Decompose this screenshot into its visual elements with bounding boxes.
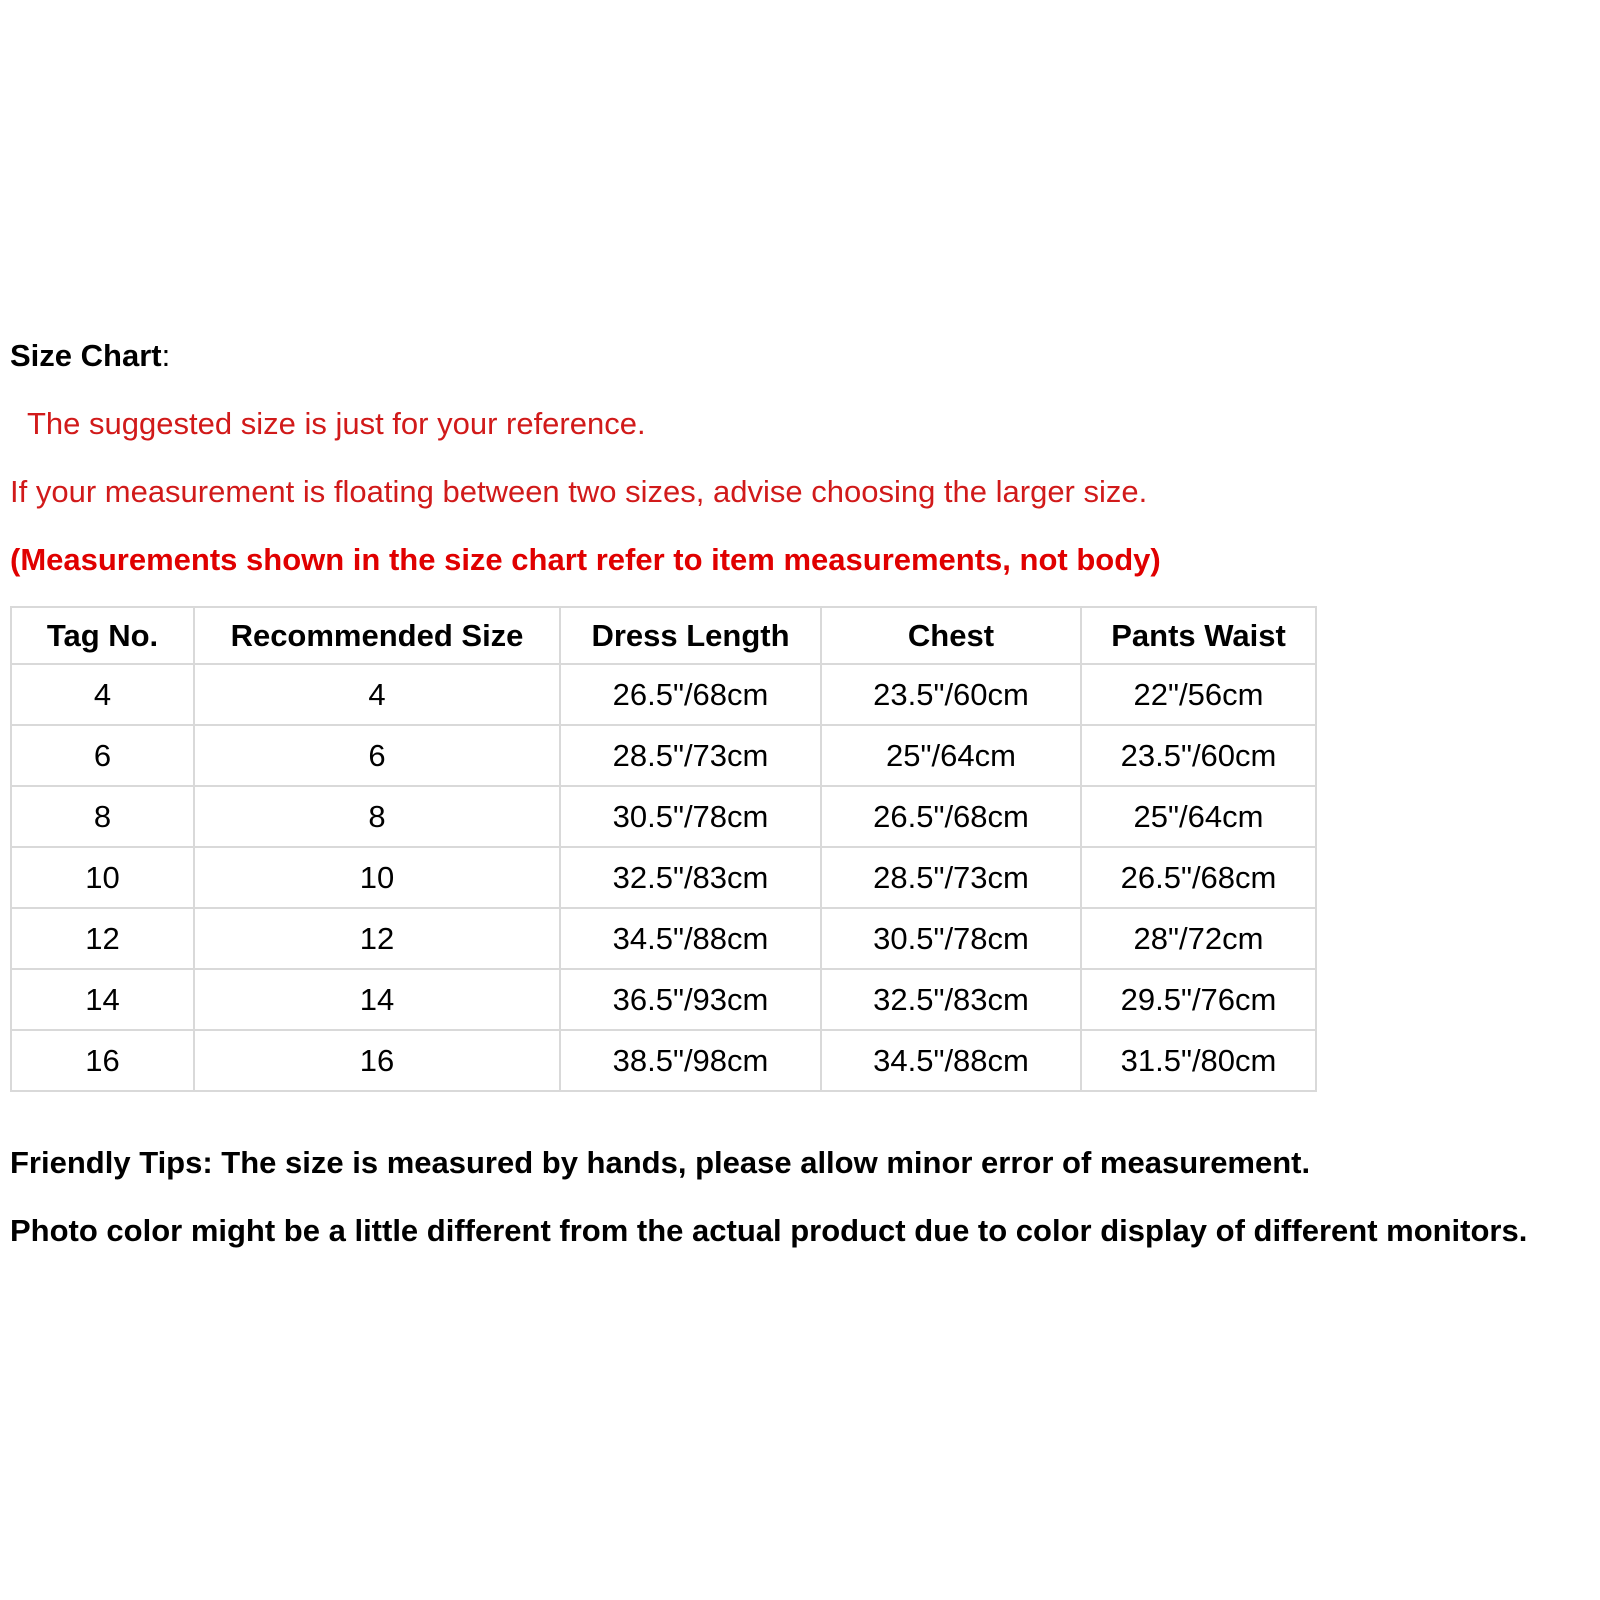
cell-dress-length: 30.5"/78cm xyxy=(560,786,821,847)
cell-dress-length: 28.5"/73cm xyxy=(560,725,821,786)
cell-dress-length: 36.5"/93cm xyxy=(560,969,821,1030)
cell-tag-no: 14 xyxy=(11,969,194,1030)
cell-recommended-size: 12 xyxy=(194,908,560,969)
cell-dress-length: 38.5"/98cm xyxy=(560,1030,821,1091)
cell-chest: 32.5"/83cm xyxy=(821,969,1081,1030)
table-header-row xyxy=(11,607,1316,664)
cell-tag-no: 12 xyxy=(11,908,194,969)
cell-tag-no: 10 xyxy=(11,847,194,908)
table-row xyxy=(11,847,1316,908)
table-row xyxy=(11,908,1316,969)
cell-dress-length: 34.5"/88cm xyxy=(560,908,821,969)
cell-pants-waist: 28"/72cm xyxy=(1081,908,1316,969)
size-table xyxy=(10,606,1317,1092)
cell-chest: 34.5"/88cm xyxy=(821,1030,1081,1091)
friendly-tips: Friendly Tips: The size is measured by hands, please allow minor error of measurement. xyxy=(10,1145,1311,1180)
cell-chest: 23.5"/60cm xyxy=(821,664,1081,725)
header-chest: Chest xyxy=(821,607,1081,664)
cell-dress-length: 32.5"/83cm xyxy=(560,847,821,908)
header-pants-waist: Pants Waist xyxy=(1081,607,1316,664)
header-dress-length: Dress Length xyxy=(560,607,821,664)
reference-note: The suggested size is just for your reference. xyxy=(27,406,646,441)
cell-chest: 30.5"/78cm xyxy=(821,908,1081,969)
header-tag-no: Tag No. xyxy=(11,607,194,664)
cell-recommended-size: 8 xyxy=(194,786,560,847)
table-row xyxy=(11,786,1316,847)
cell-recommended-size: 10 xyxy=(194,847,560,908)
cell-recommended-size: 6 xyxy=(194,725,560,786)
photo-color-tip: Photo color might be a little different from the actual product due to color display of different monitors. xyxy=(10,1213,1528,1248)
cell-pants-waist: 31.5"/80cm xyxy=(1081,1030,1316,1091)
cell-chest: 28.5"/73cm xyxy=(821,847,1081,908)
size-chart-title-colon: : xyxy=(161,338,171,373)
cell-chest: 25"/64cm xyxy=(821,725,1081,786)
table-row xyxy=(11,969,1316,1030)
item-measurements-note: (Measurements shown in the size chart refer to item measurements, not body) xyxy=(10,542,1161,577)
table-row xyxy=(11,664,1316,725)
cell-tag-no: 16 xyxy=(11,1030,194,1091)
cell-pants-waist: 23.5"/60cm xyxy=(1081,725,1316,786)
cell-dress-length: 26.5"/68cm xyxy=(560,664,821,725)
floating-size-note: If your measurement is floating between two sizes, advise choosing the larger size. xyxy=(10,474,1148,509)
cell-pants-waist: 22"/56cm xyxy=(1081,664,1316,725)
cell-tag-no: 4 xyxy=(11,664,194,725)
cell-pants-waist: 25"/64cm xyxy=(1081,786,1316,847)
header-recommended-size: Recommended Size xyxy=(194,607,560,664)
cell-pants-waist: 26.5"/68cm xyxy=(1081,847,1316,908)
cell-recommended-size: 4 xyxy=(194,664,560,725)
table-row xyxy=(11,725,1316,786)
size-chart-title-text: Size Chart xyxy=(10,338,162,373)
cell-pants-waist: 29.5"/76cm xyxy=(1081,969,1316,1030)
cell-recommended-size: 16 xyxy=(194,1030,560,1091)
cell-recommended-size: 14 xyxy=(194,969,560,1030)
table-row xyxy=(11,1030,1316,1091)
cell-chest: 26.5"/68cm xyxy=(821,786,1081,847)
cell-tag-no: 8 xyxy=(11,786,194,847)
cell-tag-no: 6 xyxy=(11,725,194,786)
size-chart-title xyxy=(10,336,170,376)
